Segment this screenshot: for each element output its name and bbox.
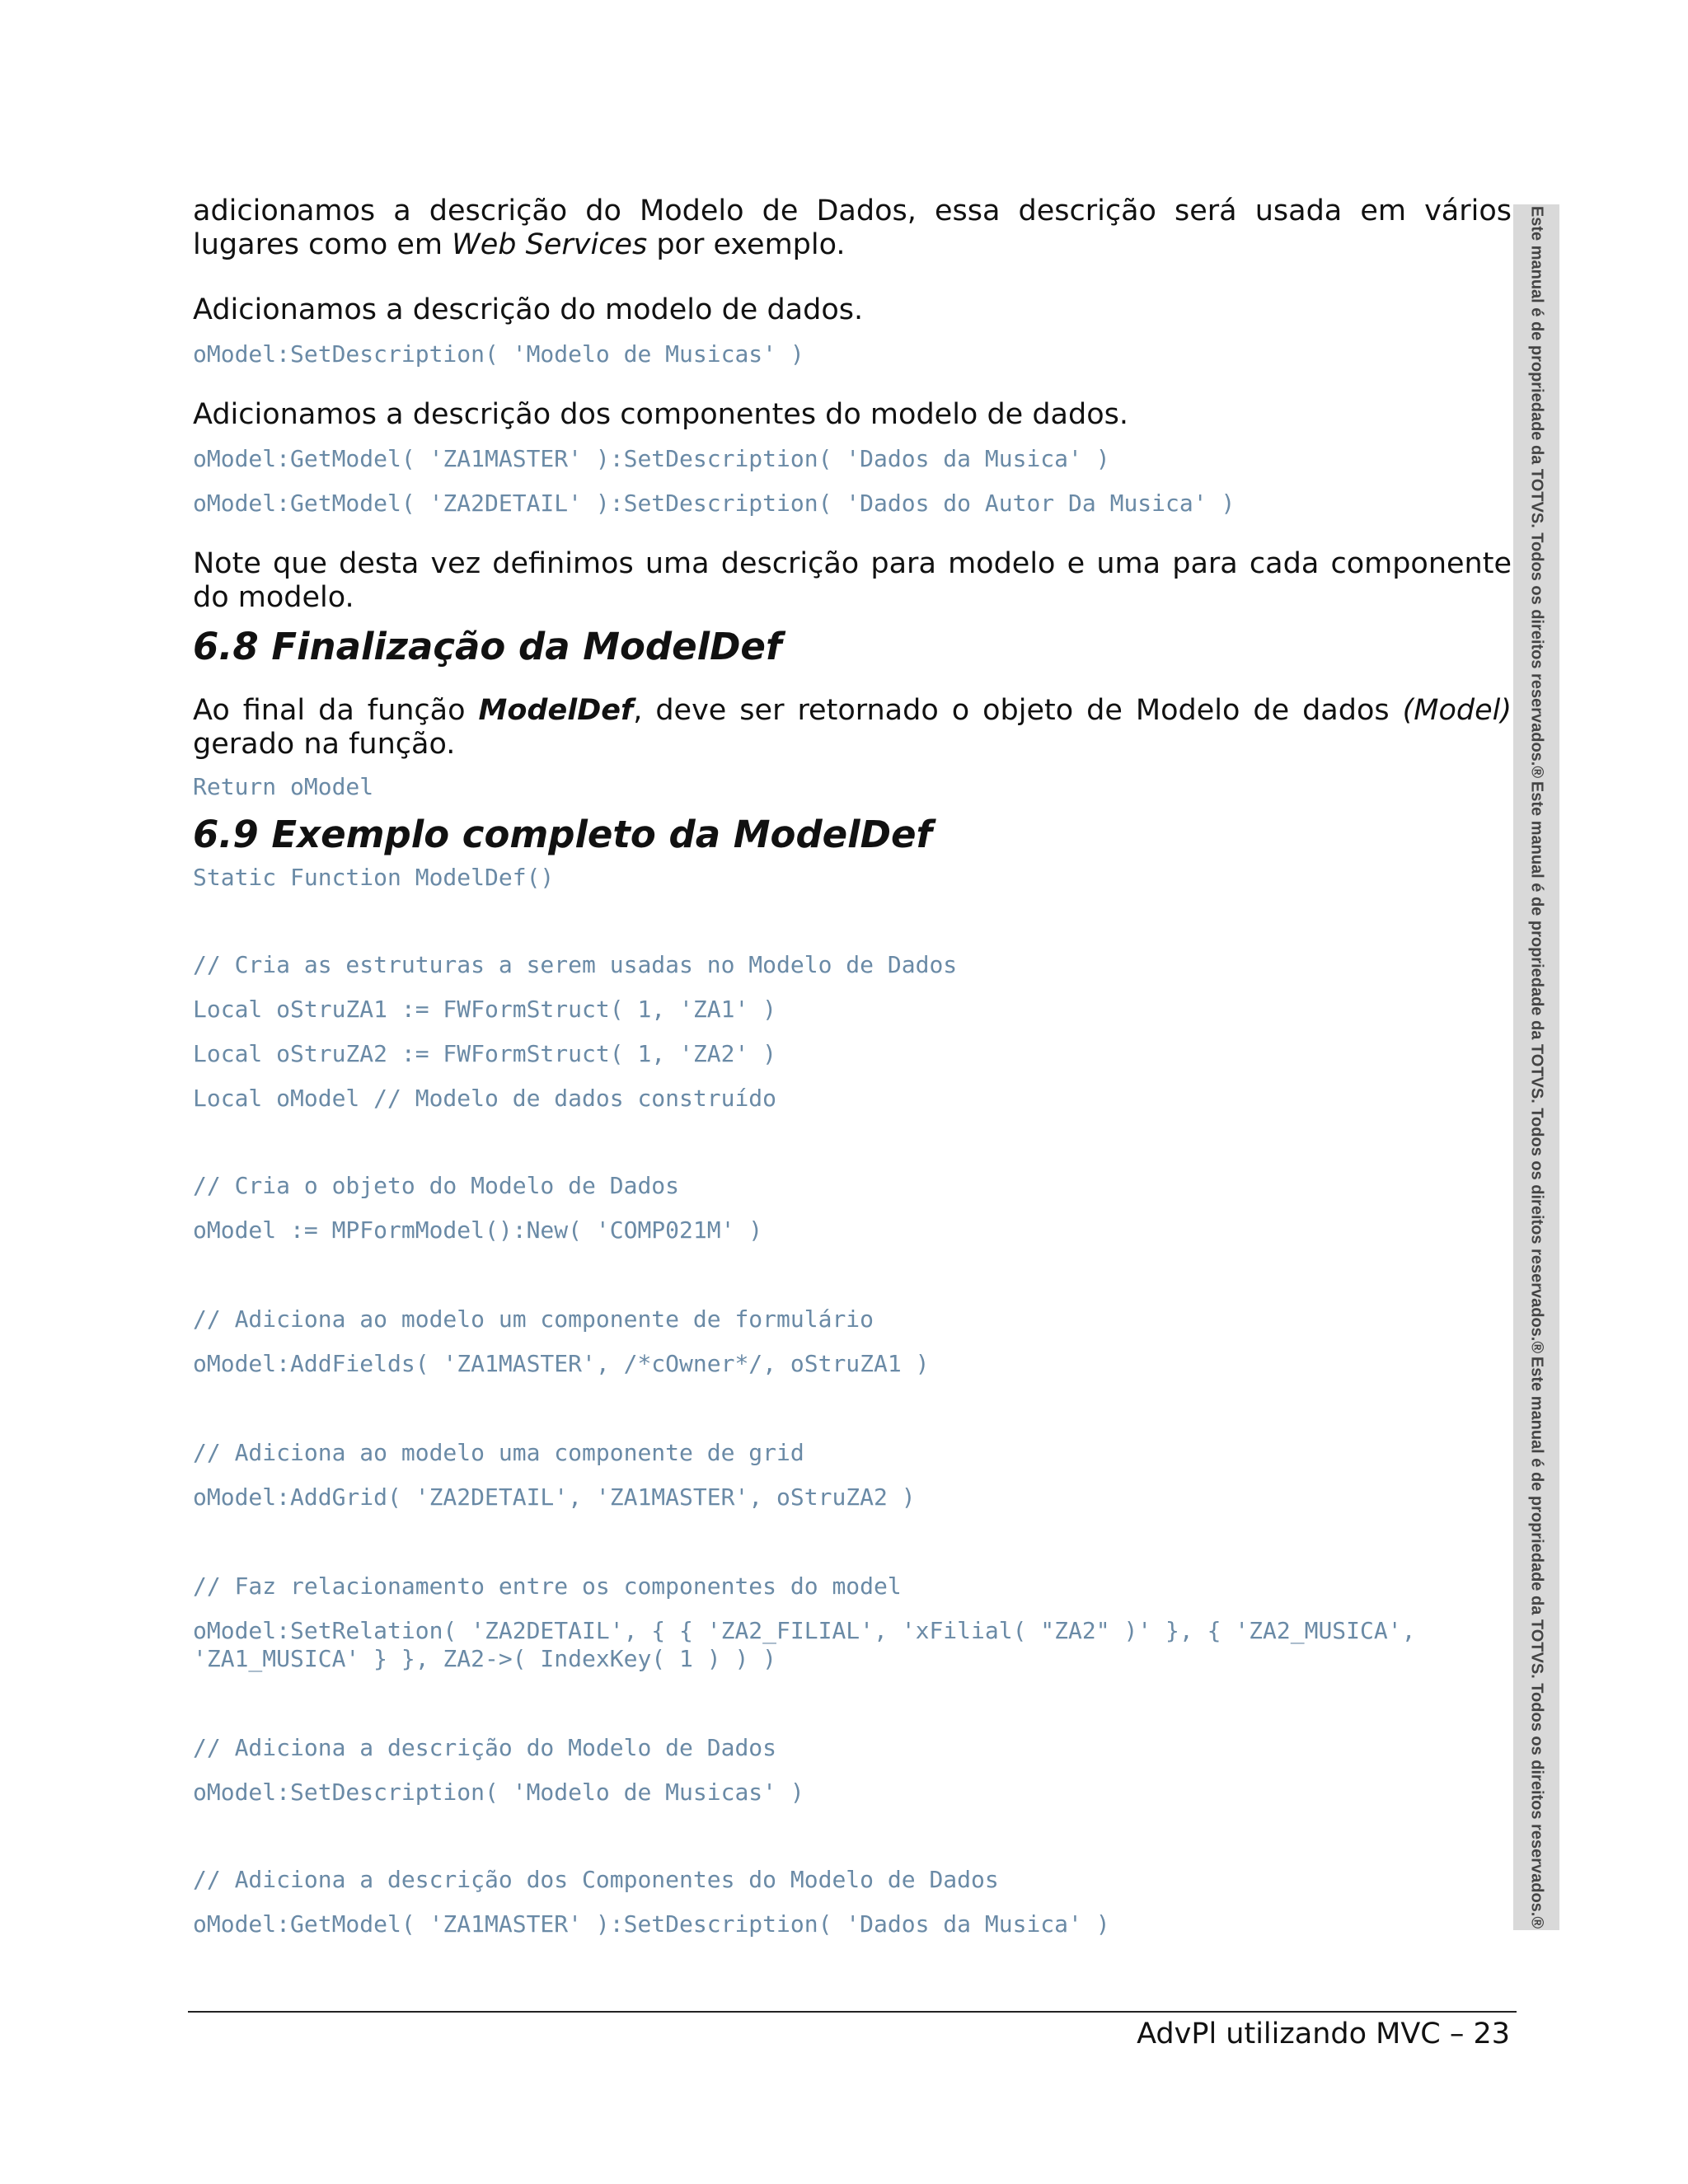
code-line: Local oStruZA1 := FWFormStruct( 1, 'ZA1' ) [193,996,777,1023]
sidebar-copyright-text: Este manual é de propriedade da TOTVS. Todos os direitos reservados.® [1527,1356,1546,1929]
code-getmodel-master: oModel:GetModel( 'ZA1MASTER' ):SetDescription( 'Dados da Musica' ) [193,445,1110,472]
note-paragraph: Note que desta vez definimos uma descrição para modelo e uma para cada componente do modelo. [193,547,1512,614]
code-line: // Cria o objeto do Modelo de Dados [193,1172,680,1199]
footer-divider [188,2011,1517,2013]
code-line: oModel:AddFields( 'ZA1MASTER', /*cOwner*/, oStruZA1 ) [193,1350,930,1377]
final-emphasis: (Model) [1402,694,1512,727]
intro-text: adicionamos a descrição do Modelo de Dados, essa descrição será usada em vários lugares como em [193,194,1512,261]
desc-components-label: Adicionamos a descrição dos componentes do modelo de dados. [193,398,1128,431]
sidebar-copyright-text: Este manual é de propriedade da TOTVS. Todos os direitos reservados.® [1527,205,1546,779]
code-line: oModel:AddGrid( 'ZA2DETAIL', 'ZA1MASTER', oStruZA2 ) [193,1483,916,1511]
example-code-block [193,864,1512,1955]
final-bold-term: ModelDef [478,694,634,727]
code-line: oModel:SetDescription( 'Modelo de Musicas' ) [193,1779,804,1806]
code-set-description: oModel:SetDescription( 'Modelo de Musicas' ) [193,340,804,368]
copyright-sidebar [1513,204,1559,1930]
final-text: Ao final da função [193,694,479,727]
code-line: // Adiciona a descrição do Modelo de Dados [193,1734,777,1761]
code-return: Return oModel [193,773,374,800]
code-line: oModel:GetModel( 'ZA1MASTER' ):SetDescription( 'Dados da Musica' ) [193,1910,1110,1938]
code-line: Static Function ModelDef() [193,864,555,891]
intro-text-end: por exemplo. [647,228,846,261]
code-line [193,1129,1512,1172]
code-line: oModel := MPFormModel():New( 'COMP021M' ) [193,1216,763,1244]
code-line: Local oModel // Modelo de dados construído [193,1085,777,1112]
intro-paragraph [193,194,1512,262]
code-line: // Adiciona ao modelo um componente de formulário [193,1305,874,1333]
code-line: // Cria as estruturas a serem usadas no Modelo de Dados [193,951,958,978]
sidebar-segment [1513,780,1559,1355]
code-line: // Adiciona a descrição dos Componentes do Modelo de Dados [193,1866,999,1893]
final-text-end: gerado na função. [193,728,456,761]
code-line [193,1528,1512,1572]
code-line: // Faz relacionamento entre os componentes do model [193,1572,902,1600]
code-line [193,1261,1512,1305]
intro-emphasis: Web Services [452,228,648,261]
sidebar-segment [1513,204,1559,780]
code-line: Local oStruZA2 := FWFormStruct( 1, 'ZA2' ) [193,1040,777,1067]
section-69-title: 6.9 Exemplo completo da ModelDef [193,813,933,856]
sidebar-copyright-text: Este manual é de propriedade da TOTVS. Todos os direitos reservados.® [1527,780,1546,1354]
page-content [193,194,1512,1955]
footer-page-label: AdvPl utilizando MVC – 23 [1137,2018,1510,2050]
final-paragraph [193,694,1512,762]
desc-model-label: Adicionamos a descrição do modelo de dados. [193,293,864,326]
code-line [193,1690,1512,1734]
code-getmodel-detail: oModel:GetModel( 'ZA2DETAIL' ):SetDescription( 'Dados do Autor Da Musica' ) [193,490,1236,517]
sidebar-segment [1513,1355,1559,1930]
final-text-mid: , deve ser retornado o objeto de Modelo de dados [633,694,1403,727]
code-line: // Adiciona ao modelo uma componente de grid [193,1439,804,1466]
code-line [193,1823,1512,1866]
code-line [193,1394,1512,1439]
code-line [193,908,1512,951]
section-68-title: 6.8 Finalização da ModelDef [193,625,782,668]
code-line: oModel:SetRelation( 'ZA2DETAIL', { { 'ZA2_FILIAL', 'xFilial( "ZA2" )' }, { 'ZA2_MUSICA', 'ZA1_MUSICA' } }, ZA2->( IndexKey( 1 ) ) ) [193,1617,1430,1672]
